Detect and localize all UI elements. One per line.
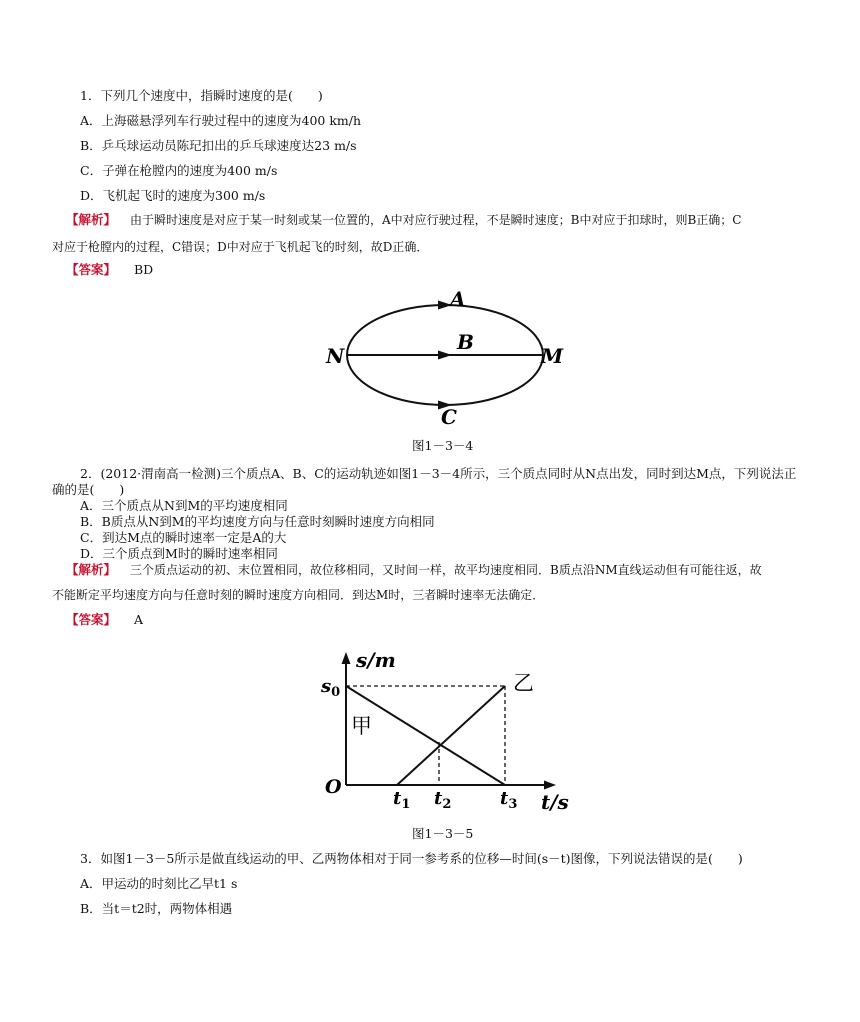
y-axis-label: s/m <box>356 648 396 672</box>
label-c: C <box>441 405 457 429</box>
figure-1-3-5-caption: 图1－3－5 <box>412 826 474 841</box>
x-axis-label: t/s <box>541 790 569 814</box>
q2-stem-line2: 确的是( ) <box>52 482 125 497</box>
y-axis-arrow-icon <box>342 652 351 664</box>
q2-analysis-line2: 不能断定平均速度方向与任意时刻的瞬时速度方向相同．到达M时，三者瞬时速率无法确定． <box>52 588 545 602</box>
q1-analysis-line2: 对应于枪膛内的过程，C错误；D中对应于飞机起飞的时刻，故D正确． <box>52 240 429 254</box>
q2-stem-line1: 2．(2012·渭南高一检测)三个质点A、B、C的运动轨迹如图1－3－4所示，三个质点同时从N点出发，同时到达M点，下列说法正 <box>80 466 797 481</box>
q2-option-a: A．三个质点从N到M的平均速度相同 <box>80 498 288 513</box>
label-b: B <box>457 330 474 354</box>
t2-label: $t_2$ <box>434 788 452 812</box>
label-a: A <box>450 287 466 311</box>
answer-tag: 【答案】 <box>66 612 117 627</box>
q3-option-a: A．甲运动的时刻比乙早t1 s <box>80 876 238 891</box>
label-m: M <box>541 344 564 368</box>
q2-option-d: D．三个质点到M时的瞬时速率相同 <box>80 546 278 561</box>
label-n: N <box>326 344 345 368</box>
analysis-tag: 【解析】 <box>66 562 117 577</box>
answer-value: BD <box>134 262 154 277</box>
analysis-text: 由于瞬时速度是对应于某一时刻或某一位置的，A中对应行驶过程，不是瞬时速度；B中对应于扣球时，则B正确；C <box>130 213 742 227</box>
q1-option-d: D．飞机起飞时的速度为300 m/s <box>80 188 266 203</box>
answer-value: A <box>134 612 144 627</box>
q1-stem: 1．下列几个速度中，指瞬时速度的是( ) <box>80 88 323 103</box>
q3-stem: 3．如图1－3－5所示是做直线运动的甲、乙两物体相对于同一参考系的位移—时间(s－t)图像，下列说法错误的是( ) <box>80 851 743 866</box>
line-yi <box>397 686 505 785</box>
label-yi: 乙 <box>513 671 534 695</box>
figure-1-3-4-caption: 图1－3－4 <box>412 438 474 453</box>
t3-label: $t_3$ <box>500 788 518 812</box>
label-jia: 甲 <box>351 714 372 738</box>
analysis-tag: 【解析】 <box>66 212 117 227</box>
q1-option-b: B．乒乓球运动员陈玘扣出的乒乓球速度达23 m/s <box>80 138 357 153</box>
q1-option-a: A．上海磁悬浮列车行驶过程中的速度为400 km/h <box>80 113 362 128</box>
q2-option-c: C．到达M点的瞬时速率一定是A的大 <box>80 530 287 545</box>
answer-tag: 【答案】 <box>66 262 117 277</box>
q3-option-b: B．当t＝t2时，两物体相遇 <box>80 901 233 916</box>
q1-option-c: C．子弹在枪膛内的速度为400 m/s <box>80 163 278 178</box>
q2-option-b: B．B质点从N到M的平均速度方向与任意时刻瞬时速度方向相同 <box>80 514 435 529</box>
s0-label: $s_0$ <box>321 676 341 700</box>
origin-label: O <box>325 776 342 798</box>
analysis-text: 三个质点运动的初、末位置相同，故位移相同，又时间一样，故平均速度相同．B质点沿NM直线运动但有可能往返，故 <box>130 563 762 577</box>
t1-label: $t_1$ <box>393 788 411 812</box>
x-axis-arrow-icon <box>544 781 556 790</box>
